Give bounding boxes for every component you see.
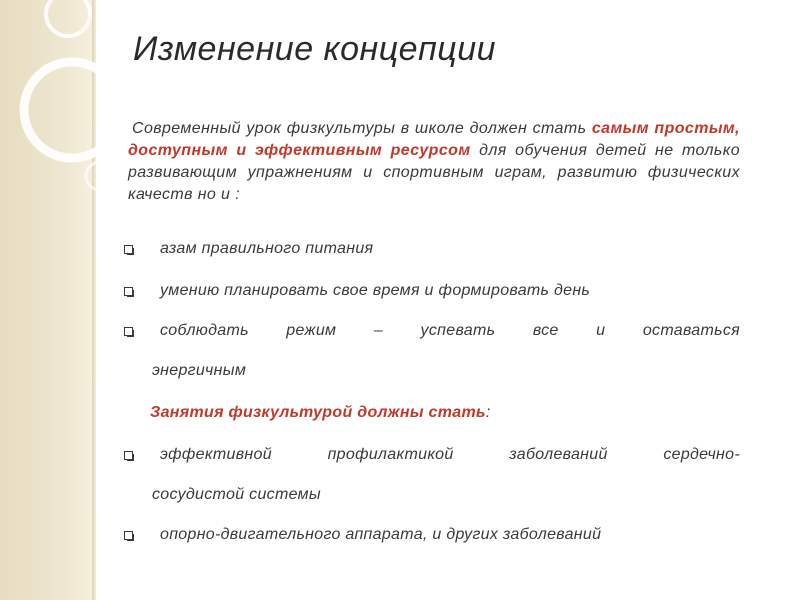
bullet-text: опорно-двигательного аппарата, и других заболеваний <box>160 526 602 543</box>
list-item-continuation <box>152 362 764 380</box>
checkbox-bullet-icon <box>124 327 133 336</box>
list-item-continuation <box>152 486 764 504</box>
bullet-text: эффективной профилактикой заболеваний сердечно- <box>160 446 740 463</box>
section-heading-colon: : <box>485 404 491 421</box>
decorative-circles <box>0 0 130 200</box>
slide-title: Изменение концепции <box>133 30 497 68</box>
list-item <box>124 526 736 544</box>
decorative-circle-small <box>46 0 90 36</box>
intro-paragraph <box>128 118 740 206</box>
bullet-text: азам правильного питания <box>160 240 374 257</box>
bullet-text: умению планировать свое время и формировать день <box>160 282 591 299</box>
intro-part2: для обучения детей не только развивающим упражнениям и спортивным играм, развитию физических качеств но и : <box>128 142 740 203</box>
bullet-text-continuation: сосудистой системы <box>152 486 321 503</box>
decorative-circle-tiny <box>86 162 114 190</box>
intro-highlight: самым простым, доступным и эффективным ресурсом <box>128 120 740 159</box>
list-item <box>124 282 736 300</box>
checkbox-bullet-icon <box>124 287 133 296</box>
checkbox-bullet-icon <box>124 245 133 254</box>
checkbox-bullet-icon <box>124 531 133 540</box>
list-item <box>124 446 740 464</box>
bullet-text-continuation: энергичным <box>152 362 247 379</box>
list-item <box>124 240 736 258</box>
checkbox-bullet-icon <box>124 451 133 460</box>
section-heading-row <box>150 404 762 422</box>
decorative-circle-large <box>24 62 120 158</box>
slide-body <box>128 118 740 206</box>
bullet-text: соблюдать режим – успевать все и оставаться <box>160 322 740 339</box>
section-heading: Занятия физкультурой должны стать <box>150 404 486 421</box>
intro-part1: Современный урок физкультуры в школе должен стать <box>132 120 587 137</box>
list-item <box>124 322 740 340</box>
